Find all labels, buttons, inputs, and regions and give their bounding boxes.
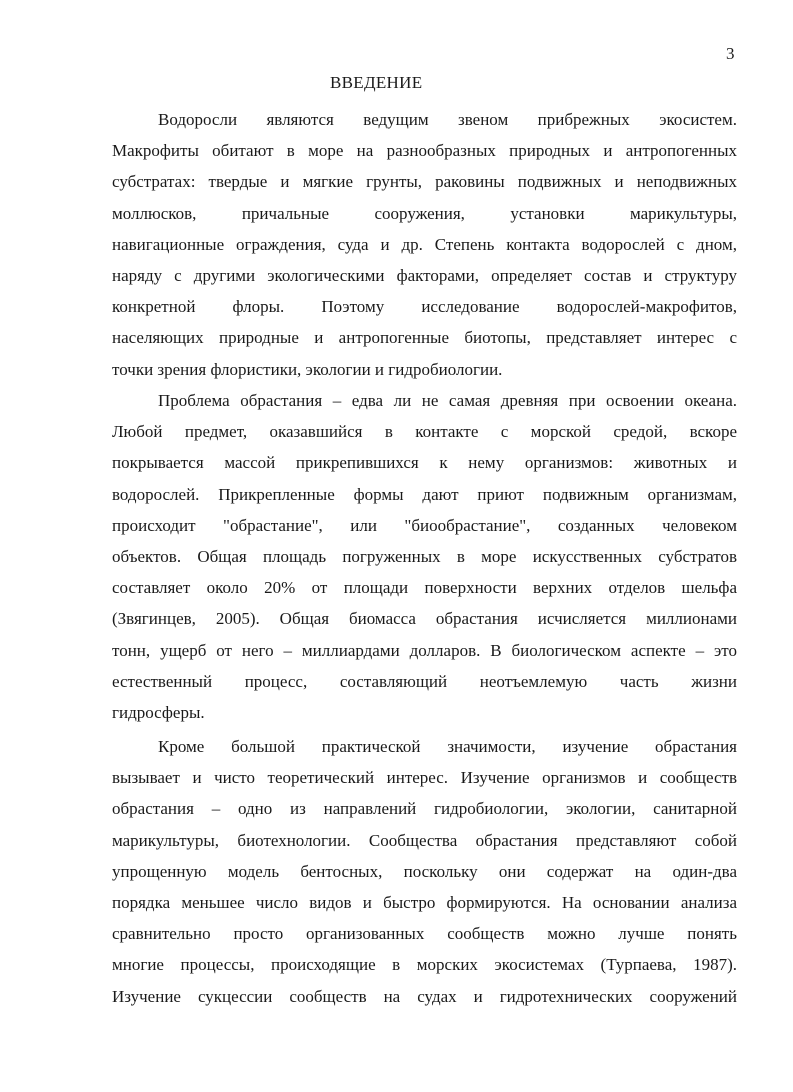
text-line: составляет около 20% от площади поверхности верхних отделов шельфа xyxy=(112,578,737,598)
paragraph-2 xyxy=(112,385,737,728)
section-heading: ВВЕДЕНИЕ xyxy=(330,73,423,92)
text-line: естественный процесс, составляющий неотъемлемую часть жизни xyxy=(112,671,737,691)
text-line: точки зрения флористики, экологии и гидробиологии. xyxy=(112,359,503,379)
text-line: субстратах: твердые и мягкие грунты, раковины подвижных и неподвижных xyxy=(112,172,737,192)
text-line: гидросферы. xyxy=(112,702,205,722)
text-line: (Звягинцев, 2005). Общая биомасса обрастания исчисляется миллионами xyxy=(112,609,737,629)
text-line: вызывает и чисто теоретический интерес. Изучение организмов и сообществ xyxy=(112,768,737,788)
text-line: Водоросли являются ведущим звеном прибрежных экосистем. xyxy=(158,110,737,129)
text-line: происходит "обрастание", или "биообрастание", созданных человеком xyxy=(112,515,737,535)
text-line: Любой предмет, оказавшийся в контакте с морской средой, вскоре xyxy=(112,422,737,442)
text-line: марикультуры, биотехнологии. Сообщества обрастания представляют собой xyxy=(112,830,737,850)
text-line: сравнительно просто организованных сообществ можно лучше понять xyxy=(112,924,737,944)
page-number: 3 xyxy=(726,44,735,63)
text-line: порядка меньшее число видов и быстро формируются. На основании анализа xyxy=(112,892,737,912)
text-line: конкретной флоры. Поэтому исследование водорослей-макрофитов, xyxy=(112,297,737,317)
text-line: упрощенную модель бентосных, поскольку они содержат на один-два xyxy=(112,861,737,881)
text-line: Проблема обрастания – едва ли не самая древняя при освоении океана. xyxy=(158,391,737,410)
text-line: Макрофиты обитают в море на разнообразных природных и антропогенных xyxy=(112,141,737,161)
text-line: Изучение сукцессии сообществ на судах и гидротехнических сооружений xyxy=(112,986,737,1006)
text-line: обрастания – одно из направлений гидробиологии, экологии, санитарной xyxy=(112,799,737,819)
text-line: навигационные ограждения, суда и др. Степень контакта водорослей с дном, xyxy=(112,234,737,254)
text-line: водорослей. Прикрепленные формы дают приют подвижным организмам, xyxy=(112,484,737,504)
text-line: наряду с другими экологическими факторами, определяет состав и структуру xyxy=(112,265,737,285)
text-line: объектов. Общая площадь погруженных в море искусственных субстратов xyxy=(112,546,737,566)
text-line: моллюсков, причальные сооружения, установки марикультуры, xyxy=(112,203,737,223)
paragraph-1 xyxy=(112,104,737,385)
text-line: населяющих природные и антропогенные биотопы, представляет интерес с xyxy=(112,328,737,348)
text-line: Кроме большой практической значимости, изучение обрастания xyxy=(158,737,737,756)
paragraph-3 xyxy=(112,731,737,1012)
text-line: покрывается массой прикрепившихся к нему организмов: животных и xyxy=(112,453,737,473)
text-line: тонн, ущерб от него – миллиардами долларов. В биологическом аспекте – это xyxy=(112,640,737,660)
text-line: многие процессы, происходящие в морских экосистемах (Турпаева, 1987). xyxy=(112,955,737,975)
